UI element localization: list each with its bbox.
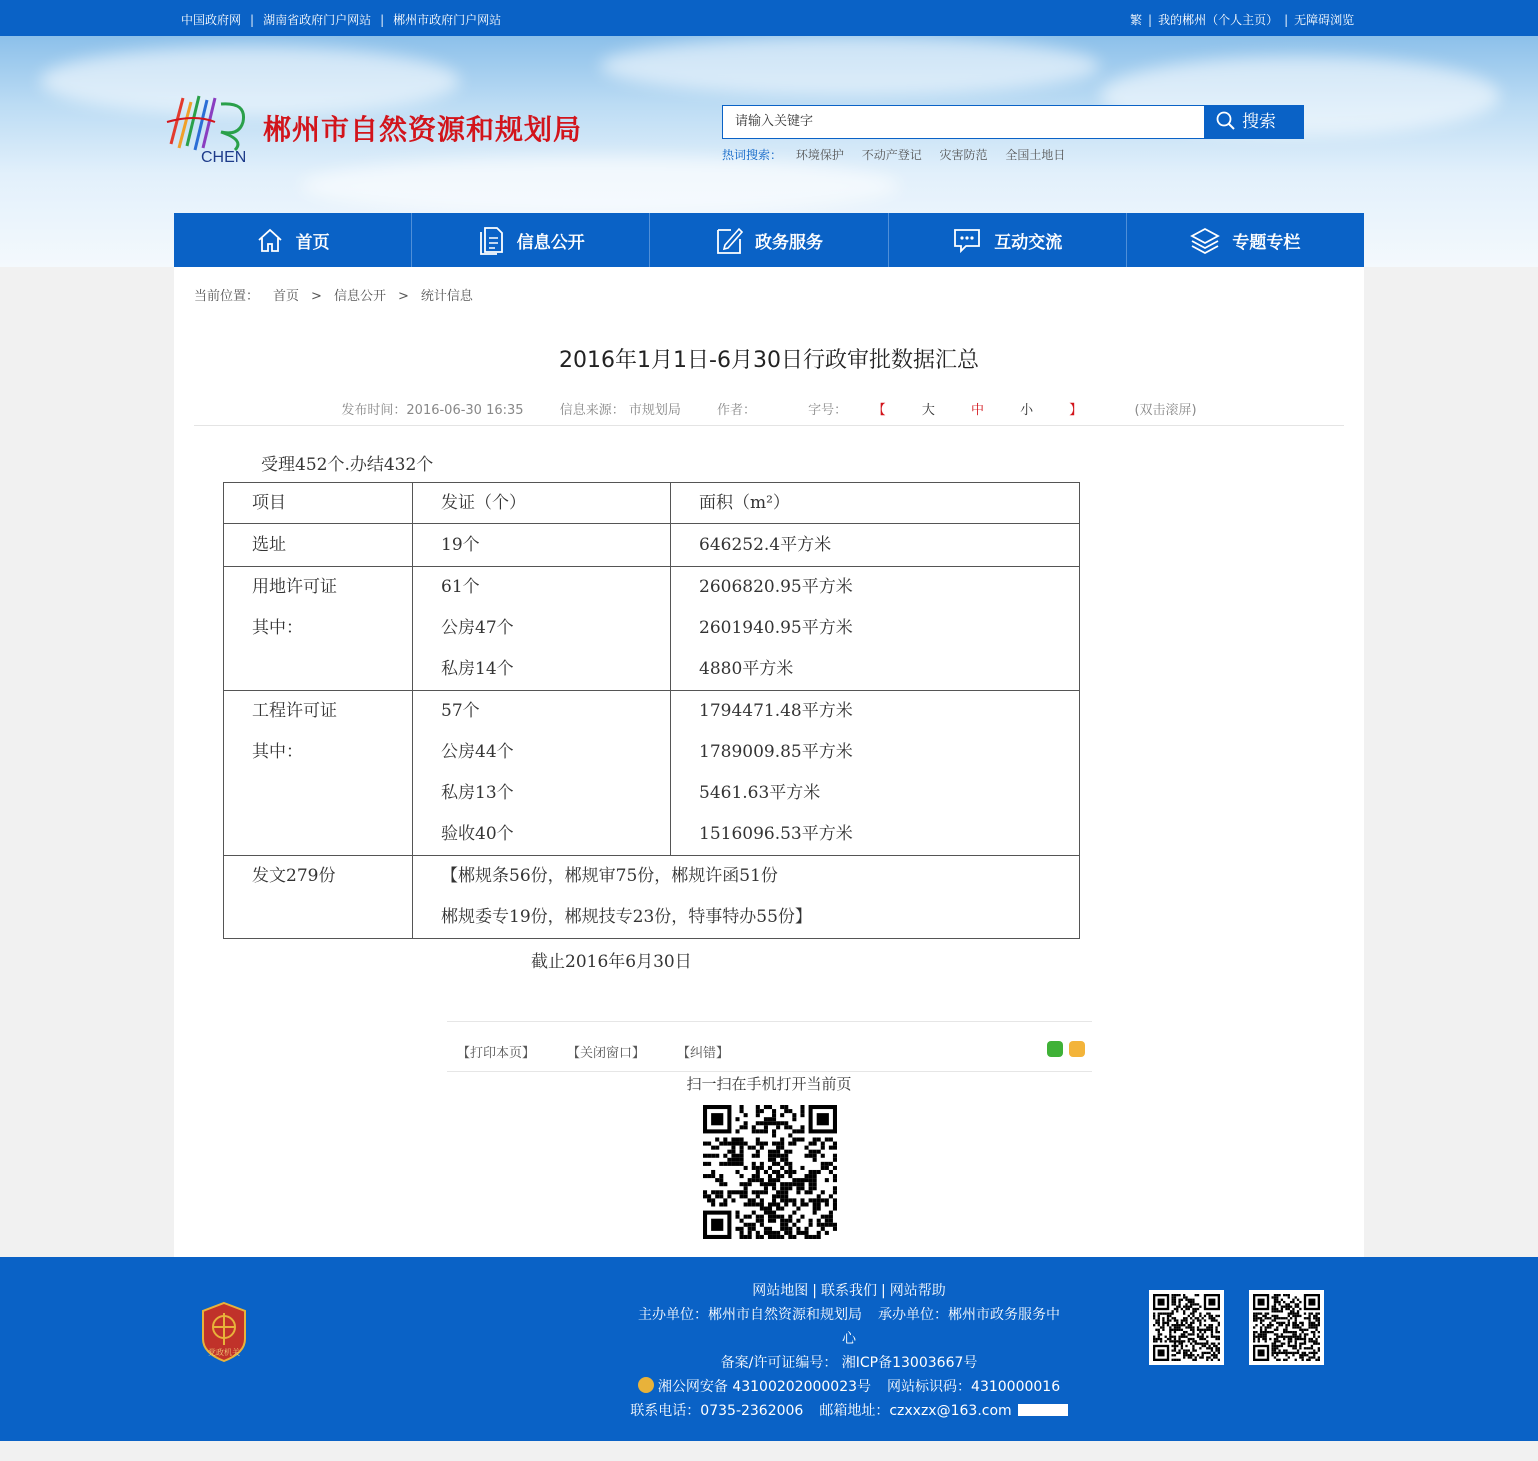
cell-line: 用地许可证 — [252, 577, 337, 597]
table-cell: 646252.4平方米 — [671, 524, 1080, 567]
footer-organizer-text: 承办单位：郴州市政务服务中 — [878, 1307, 1060, 1323]
link-accessibility[interactable]: 无障碍浏览 — [1294, 13, 1355, 27]
link-my-chenzhou[interactable]: 我的郴州（个人主页） — [1158, 13, 1279, 27]
table-cell — [413, 856, 1080, 939]
table-cell — [671, 567, 1080, 691]
footer-link-contact[interactable]: 联系我们 — [821, 1283, 877, 1299]
table-row — [224, 691, 1080, 856]
article-intro: 受理452个.办结432个 — [261, 455, 434, 475]
cell-line: 私房13个 — [441, 783, 514, 803]
cell-line: 郴规委专19份，郴规技专23份，特事特办55份】 — [441, 907, 812, 927]
nav-item-interaction[interactable] — [889, 213, 1127, 267]
font-size-bracket: 【 — [879, 403, 886, 418]
nav-label: 政务服务 — [755, 232, 823, 253]
breadcrumb-separator: > — [397, 289, 409, 304]
breadcrumb-home[interactable]: 首页 — [273, 289, 300, 304]
cell-line: 发文279份 — [252, 866, 336, 886]
article-meta — [174, 399, 1364, 418]
link-hunan-gov[interactable]: 湖南省政府门户网站 — [263, 13, 372, 27]
police-badge-icon — [638, 1377, 654, 1393]
cell-line: 5461.63平方米 — [699, 783, 821, 803]
cell-line: 【郴规条56份，郴规审75份，郴规许函51份 — [441, 866, 778, 886]
cell-line: 其中： — [252, 618, 303, 638]
nav-label: 专题专栏 — [1232, 232, 1301, 253]
hot-words — [722, 146, 1079, 163]
print-button[interactable]: 【打印本页】 — [457, 1046, 536, 1061]
table-cell — [224, 856, 413, 939]
site-logo[interactable] — [165, 92, 253, 164]
top-bar-right-links: 繁 | 我的郴州（个人主页） | 无障碍浏览 — [1130, 13, 1355, 27]
font-size-bracket: 】 — [1069, 403, 1083, 418]
site-title: 郴州市自然资源和规划局 — [263, 113, 583, 146]
table-cell — [413, 691, 671, 856]
publish-time: 发布时间：2016-06-30 16:35 — [341, 403, 524, 418]
nav-item-home[interactable] — [174, 213, 412, 267]
cell-line: 其中： — [252, 742, 303, 762]
breadcrumb — [194, 285, 485, 304]
hot-word[interactable]: 不动产登记 — [861, 148, 922, 162]
cnzz-stats-icon[interactable] — [1018, 1404, 1068, 1416]
emblem-label: 党政机关 — [208, 1348, 240, 1357]
cell-line: 1516096.53平方米 — [699, 824, 853, 844]
main-nav — [174, 213, 1364, 267]
top-bar-left-links: 中国政府网 | 湖南省政府门户网站 | 郴州市政府门户网站 — [181, 13, 502, 27]
footer-sponsor-text: 主办单位：郴州市自然资源和规划局 — [638, 1307, 862, 1323]
footer-phone: 联系电话：0735-2362006 — [630, 1403, 804, 1419]
nav-label: 信息公开 — [516, 232, 585, 253]
breadcrumb-label: 当前位置： — [194, 289, 260, 304]
cell-line: 1789009.85平方米 — [699, 742, 853, 762]
cell-line: 公房44个 — [441, 742, 514, 762]
close-window-button[interactable]: 【关闭窗口】 — [567, 1046, 646, 1061]
correct-error-button[interactable]: 【纠错】 — [677, 1046, 730, 1061]
table-cell — [413, 567, 671, 691]
article-source: 信息来源： 市规划局 — [559, 403, 681, 418]
cell-line: 私房14个 — [441, 659, 514, 679]
footer-qr-code-app — [1149, 1290, 1224, 1365]
top-bar — [0, 0, 1538, 36]
font-size-control — [792, 403, 1098, 418]
cell-line: 1794471.48平方米 — [699, 701, 853, 721]
table-cell — [224, 567, 413, 691]
footer-police — [0, 1376, 1538, 1396]
edit-icon — [715, 225, 743, 255]
table-cell: 选址 — [224, 524, 413, 567]
logo-text: CHEN — [201, 149, 247, 164]
table-header-cell: 项目 — [224, 483, 413, 524]
footer-police-text[interactable]: 湘公网安备 43100202000023号 — [657, 1379, 872, 1395]
nav-item-topics[interactable] — [1127, 213, 1364, 267]
footer-site-code: 网站标识码：4310000016 — [887, 1379, 1061, 1395]
main-content — [174, 267, 1364, 1257]
cell-line: 4880平方米 — [699, 659, 794, 679]
weibo-icon[interactable] — [1069, 1041, 1085, 1057]
search-button[interactable] — [1204, 105, 1304, 139]
footer-organizer-cont-text: 心 — [842, 1331, 856, 1347]
breadcrumb-info[interactable]: 信息公开 — [333, 289, 386, 304]
cutoff-date: 截止2016年6月30日 — [531, 952, 692, 972]
footer-icp-text[interactable]: 备案/许可证编号： 湘ICP备13003667号 — [720, 1355, 978, 1371]
cell-line: 57个 — [441, 701, 480, 721]
title-divider — [194, 425, 1344, 426]
page-qr-code — [703, 1105, 837, 1239]
cell-line: 公房47个 — [441, 618, 514, 638]
table-row — [224, 567, 1080, 691]
layers-icon — [1190, 226, 1220, 254]
nav-label: 首页 — [295, 232, 330, 253]
search-box — [722, 105, 1304, 139]
scroll-hint[interactable]: (双击滚屏) — [1134, 403, 1197, 418]
hot-words-label: 热词搜索： — [722, 148, 783, 162]
footer-email: 邮箱地址：czxxzx@163.com — [819, 1403, 1012, 1419]
footer-link-sitemap[interactable]: 网站地图 — [752, 1283, 809, 1299]
footer-link-help[interactable]: 网站帮助 — [889, 1283, 946, 1299]
cell-line: 2606820.95平方米 — [699, 577, 853, 597]
scan-hint: 扫一扫在手机打开当前页 — [686, 1075, 852, 1093]
table-row — [224, 524, 1080, 567]
chat-icon — [952, 226, 982, 254]
table-header-cell: 面积（m²） — [671, 483, 1080, 524]
breadcrumb-stats[interactable]: 统计信息 — [420, 289, 473, 304]
cell-line: 验收40个 — [441, 824, 514, 844]
cell-line: 工程许可证 — [252, 701, 337, 721]
font-size-label: 字号： — [808, 403, 848, 418]
cell-line: 2601940.95平方米 — [699, 618, 853, 638]
article-author: 作者： — [716, 403, 756, 418]
table-header-row — [224, 483, 1080, 524]
nav-item-info[interactable] — [412, 213, 650, 267]
link-traditional-chinese[interactable]: 繁 — [1130, 13, 1143, 27]
search-input[interactable]: 请输入关键字 — [722, 105, 1205, 139]
nav-item-services[interactable] — [650, 213, 888, 267]
table-header-cell: 发证（个） — [413, 483, 671, 524]
footer-contact — [0, 1400, 1538, 1420]
font-medium-button[interactable]: 中 — [970, 403, 984, 418]
link-china-gov[interactable]: 中国政府网 — [181, 13, 242, 27]
table-row — [224, 856, 1080, 939]
search-icon — [1216, 111, 1236, 131]
home-icon — [256, 226, 284, 254]
font-large-button[interactable]: 大 — [921, 403, 935, 418]
footer-qr-code-wechat — [1249, 1290, 1324, 1365]
document-icon — [477, 225, 505, 255]
hot-word[interactable]: 环境保护 — [795, 148, 844, 162]
table-cell — [224, 691, 413, 856]
table-cell — [671, 691, 1080, 856]
approval-data-table — [223, 482, 1080, 939]
search-button-label: 搜索 — [1242, 112, 1276, 132]
site-footer — [0, 1257, 1538, 1441]
footer-links: 网站地图 | 联系我们 | 网站帮助 — [752, 1283, 946, 1299]
cell-line: 61个 — [441, 577, 480, 597]
nav-label: 互动交流 — [994, 232, 1063, 253]
font-small-button[interactable]: 小 — [1020, 403, 1034, 418]
hot-word[interactable]: 灾害防范 — [939, 148, 988, 162]
wechat-icon[interactable] — [1047, 1041, 1063, 1057]
table-cell: 19个 — [413, 524, 671, 567]
article-tools — [447, 1021, 1092, 1072]
link-chenzhou-gov[interactable]: 郴州市政府门户网站 — [393, 13, 502, 27]
hot-word[interactable]: 全国土地日 — [1005, 148, 1066, 162]
breadcrumb-separator: > — [311, 289, 322, 304]
article-title: 2016年1月1日-6月30日行政审批数据汇总 — [559, 348, 979, 373]
